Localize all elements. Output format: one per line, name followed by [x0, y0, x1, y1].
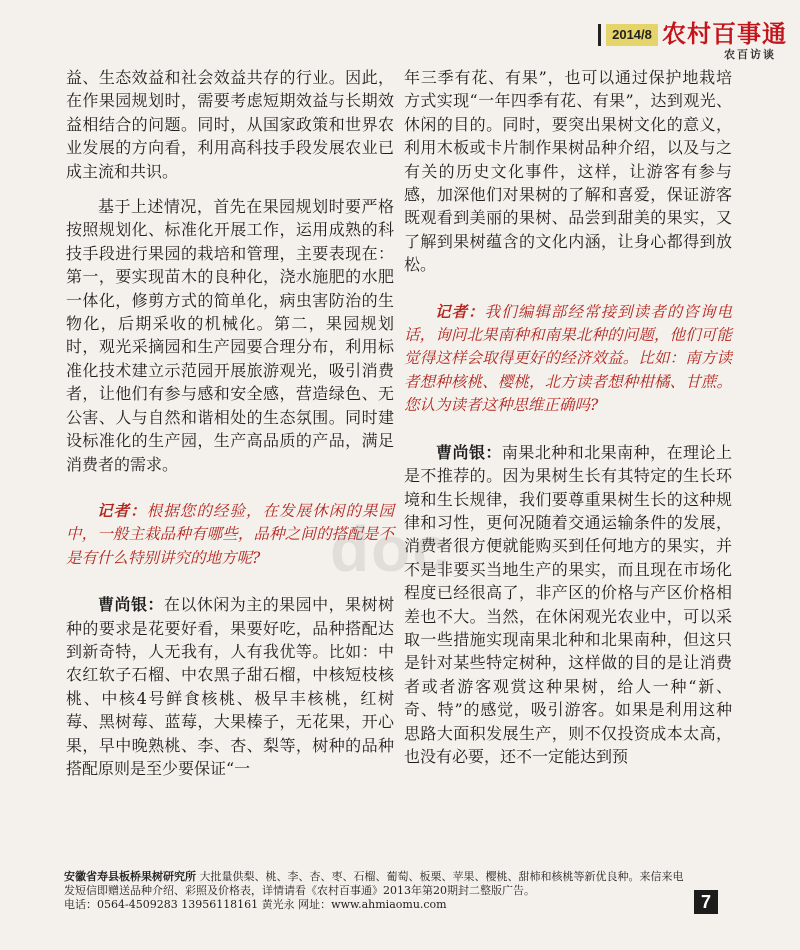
magazine-title: 农村百事通 — [662, 20, 787, 48]
question-text: 我们编辑部经常接到读者的咨询电话，询问北果南种和南果北种的问题，他们可能觉得这样会取得更好的经济效益。比如：南方读者想种核桃、樱桃，北方读者想种柑橘、甘蔗。您认为读者这种思维正确吗? — [404, 302, 732, 415]
interviewee-answer — [404, 441, 732, 769]
watermark: doc — [330, 513, 450, 585]
footer-org: 安徽省寿县板桥果树研究所 — [64, 870, 196, 883]
page-number: 7 — [694, 890, 718, 914]
speaker-label: 曹尚银： — [98, 595, 164, 615]
speaker-label: 曹尚银： — [436, 442, 502, 462]
speaker-label: 记者： — [435, 301, 485, 321]
issue-date: 2014/8 — [606, 24, 658, 46]
interviewer-question — [404, 300, 732, 418]
paragraph: 年三季有花、有果”，也可以通过保护地栽培方式实现“一年四季有花、有果”，达到观光、休闲的目的。同时，要突出果树文化的意义，利用木板或卡片制作果树品种介绍，以及与之有关的历史文化事件，这样，让游客有参与感，加深他们对果树的了解和喜爱，保证游客既观看到美丽的果树、品尝到甜美的果实，又了解到果树蕴含的文化内涵，让身心都得到放松。 — [404, 68, 732, 275]
left-column — [66, 66, 394, 780]
footer-contact: 电话：0564-4509283 13956118161 黄光永 网址：www.ahmiaomu.com — [64, 898, 447, 911]
footer-advert — [64, 870, 684, 912]
paragraph: 基于上述情况，首先在果园规划时要严格按照规划化、标准化开展工作，运用成熟的科技手段进行果园的栽培和管理，主要表现在：第一，要实现苗木的良种化，浇水施肥的水肥一体化，修剪方式的简单化，病虫害防治的生物化，后期采收的机械化。第二，果园规划时，观光采摘园和生产园要合理分布，利用标准化技术建立示范园开展旅游观光，吸引消费者，让他们有参与感和安全感，营造绿色、无公害、人与自然和谐相处的生态氛围。同时建设标准化的生产园，生产高品质的产品，满足消费者的需求。 — [66, 197, 394, 474]
interviewee-answer — [66, 593, 394, 780]
speaker-label: 记者： — [97, 500, 147, 520]
masthead-bar — [598, 24, 601, 46]
paragraph: 益、生态效益和社会效益共存的行业。因此，在作果园规划时，需要考虑短期效益与长期效益相结合的问题。同时，从国家政策和世界农业发展的方向看，利用高科技手段发展农业已成主流和共识。 — [66, 68, 394, 181]
masthead — [598, 18, 788, 66]
answer-text: 南果北种和北果南种，在理论上是不推荐的。因为果树生长有其特定的生长环境和生长规律，我们要尊重果树生长的这种规律和习性，更何况随着交通运输条件的发展，消费者很方便就能购买到任何地方的果实，并不是非要买当地生产的果实，而且现在市场化程度已经很高了，非产区的价格与产区价格相差也不大。当然，在休闲观光农业中，可以采取一些措施实现南果北种和北果南种，但这只是针对某些特定树种，这样做的目的是让消费者或者游客观赏这种果树，给人一种“新、奇、特”的感觉，吸引游客。如果是利用这种思路大面积发展生产，则不仅投资成本太高，也没有必要，还不一定能达到预 — [404, 442, 732, 766]
footer-line: 大批量供梨、桃、李、杏、枣、石榴、葡萄、板栗、苹果、樱桃、甜柿和核桃等新优良种。来信来电发短信即赠送品种介绍、彩照及价格表，详情请看《农村百事通》2013年第20期封二整版广告。 — [64, 870, 684, 897]
question-text: 根据您的经验，在发展休闲的果园中，一般主栽品种有哪些，品种之间的搭配是不是有什么特别讲究的地方呢? — [66, 501, 394, 567]
answer-text: 在以休闲为主的果园中，果树树种的要求是花要好看，果要好吃，品种搭配达到新奇特，人无我有，人有我优等。比如：中农红软子石榴、中农黑子甜石榴，中核短枝核桃、中核4号鲜食核桃、极早丰核桃，红树莓、黑树莓、蓝莓，大果榛子，无花果，开心果，早中晚熟桃、李、杏、梨等，树种的品种搭配原则是至少要保证“一 — [66, 595, 394, 778]
section-label: 农百访谈 — [724, 48, 776, 61]
right-column — [404, 66, 732, 768]
